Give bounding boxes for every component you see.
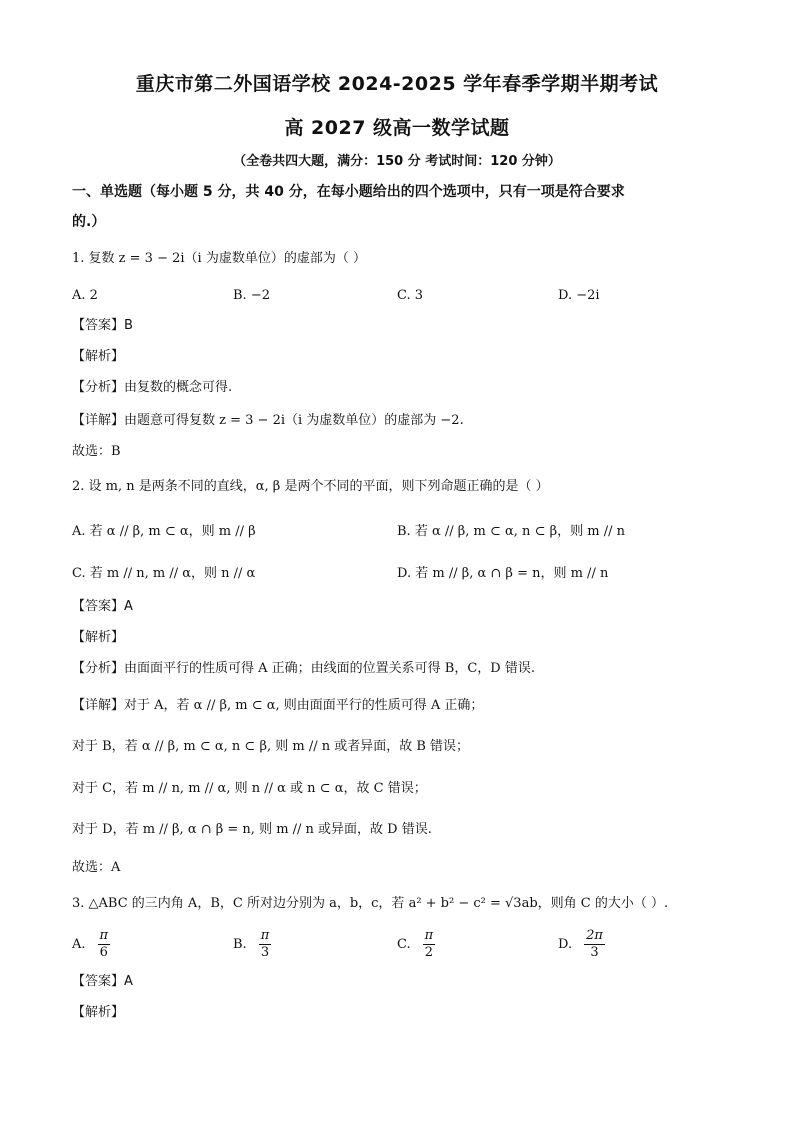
q2-choose: 故选：A bbox=[72, 860, 121, 875]
exam-title: 重庆市第二外国语学校 2024-2025 学年春季学期半期考试 bbox=[135, 73, 659, 95]
q1-option-b: B. −2 bbox=[233, 288, 270, 303]
q3-option-a-denominator: 6 bbox=[99, 945, 108, 960]
question-2-stem: 2. 设 m, n 是两条不同的直线，α, β 是两个不同的平面，则下列命题正确的是（ ） bbox=[72, 479, 549, 494]
q3-option-b bbox=[233, 928, 271, 961]
q2-fenxi: 【分析】由面面平行的性质可得 A 正确；由线面的位置关系可得 B，C，D 错误. bbox=[72, 661, 535, 676]
q3-option-d-fraction bbox=[584, 928, 605, 961]
q1-choose: 故选：B bbox=[72, 444, 121, 459]
q3-option-c-denominator: 2 bbox=[424, 945, 434, 960]
q3-option-c-fraction bbox=[423, 928, 436, 961]
q2-option-c: C. 若 m // n, m // α，则 n // α bbox=[72, 566, 256, 581]
section-heading-continued: 的.） bbox=[72, 214, 106, 230]
q1-option-c: C. 3 bbox=[397, 288, 424, 303]
q3-option-b-denominator: 3 bbox=[260, 945, 270, 960]
q3-option-d bbox=[558, 928, 605, 961]
q3-option-d-label: D. bbox=[558, 937, 573, 952]
q3-option-b-label: B. bbox=[233, 937, 247, 952]
q2-detail-a: 【详解】对于 A，若 α // β, m ⊂ α, 则由面面平行的性质可得 A 正确； bbox=[72, 698, 484, 713]
q3-option-c bbox=[397, 928, 435, 961]
q3-option-a-label: A. bbox=[72, 937, 86, 952]
q3-option-d-numerator: 2π bbox=[586, 928, 603, 943]
question-3-stem: 3. △ABC 的三内角 A，B，C 所对边分别为 a，b，c，若 a² + b² − c² = √3ab，则角 C 的大小（ ）. bbox=[72, 896, 669, 911]
q3-option-c-label: C. bbox=[397, 937, 411, 952]
q2-detail-c: 对于 C，若 m // n, m // α, 则 n // α 或 n ⊂ α，故 C 错误； bbox=[72, 781, 427, 796]
exam-info: （全卷共四大题，满分：150 分 考试时间：120 分钟） bbox=[233, 154, 561, 169]
q2-option-b: B. 若 α // β, m ⊂ α, n ⊂ β，则 m // n bbox=[397, 524, 625, 539]
question-1-stem: 1. 复数 z = 3 − 2i（i 为虚数单位）的虚部为（ ） bbox=[72, 251, 366, 266]
q1-fenxi: 【分析】由复数的概念可得. bbox=[72, 380, 233, 395]
q1-detail: 【详解】由题意可得复数 z = 3 − 2i（i 为虚数单位）的虚部为 −2. bbox=[72, 413, 464, 428]
q1-option-a: A. 2 bbox=[72, 288, 98, 303]
q2-analysis-label: 【解析】 bbox=[72, 630, 125, 645]
q2-option-a: A. 若 α // β, m ⊂ α，则 m // β bbox=[72, 524, 256, 539]
q3-option-a bbox=[72, 928, 110, 961]
q3-option-a-numerator: π bbox=[99, 928, 109, 943]
q3-option-b-numerator: π bbox=[260, 928, 270, 943]
q1-analysis-label: 【解析】 bbox=[72, 349, 125, 364]
q1-option-d: D. −2i bbox=[558, 288, 600, 303]
q2-answer: 【答案】A bbox=[72, 599, 133, 614]
section-heading: 一、单选题（每小题 5 分，共 40 分，在每小题给出的四个选项中，只有一项是符合要求 bbox=[72, 184, 625, 200]
q2-detail-b: 对于 B，若 α // β, m ⊂ α, n ⊂ β, 则 m // n 或者异面，故 B 错误； bbox=[72, 739, 470, 754]
q3-option-b-fraction bbox=[259, 928, 272, 961]
q3-option-a-fraction bbox=[98, 928, 111, 961]
q3-analysis-label: 【解析】 bbox=[72, 1005, 125, 1020]
q3-option-d-denominator: 3 bbox=[590, 945, 599, 960]
exam-subtitle: 高 2027 级高一数学试题 bbox=[284, 117, 510, 139]
q2-detail-d: 对于 D，若 m // β, α ∩ β = n, 则 m // n 或异面，故 D 错误. bbox=[72, 822, 432, 837]
q1-answer: 【答案】B bbox=[72, 318, 133, 333]
q3-option-c-numerator: π bbox=[424, 928, 434, 943]
q3-answer: 【答案】A bbox=[72, 974, 133, 989]
q2-option-d: D. 若 m // β, α ∩ β = n，则 m // n bbox=[397, 566, 609, 581]
